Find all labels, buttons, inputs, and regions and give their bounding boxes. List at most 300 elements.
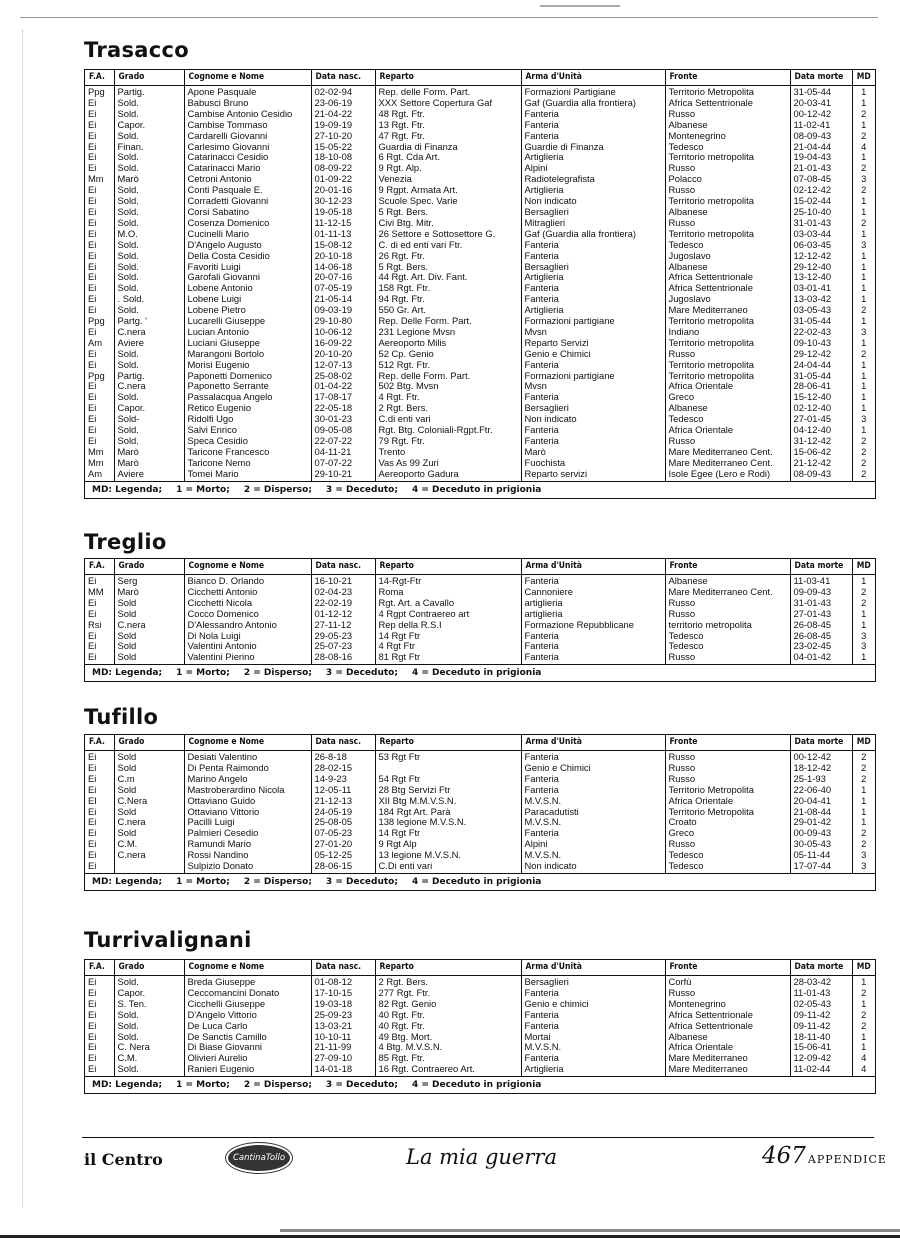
bottom-scan-band (280, 1229, 900, 1232)
cell-nome: Corradetti Giovanni (184, 196, 311, 207)
cell-fronte: Territorio metropolita (665, 338, 790, 349)
cell-nome: Valentini Antonio (184, 641, 311, 652)
cell-fronte: Tedesco (665, 850, 790, 861)
table-row (85, 294, 875, 305)
cell-nome: Catarinacci Mario (184, 163, 311, 174)
cell-md: 3 (861, 850, 867, 861)
table-row (85, 436, 875, 447)
table-row (85, 381, 875, 392)
md-legend (85, 664, 875, 681)
table-row (85, 207, 875, 218)
cell-nasc: 19-03-18 (311, 999, 375, 1010)
cell-nasc: 22-07-22 (311, 436, 375, 447)
cell-reparto: 81 Rgt Ftr (375, 652, 521, 664)
cell-morte: 03-05-43 (790, 305, 852, 316)
cell-nome: D'Angelo Augusto (184, 240, 311, 251)
cell-nome: Conti Pasquale E. (184, 185, 311, 196)
column-header-md: MD (852, 735, 875, 751)
cell-nasc: 22-02-19 (311, 598, 375, 609)
column-header-arma: Arma d'Unità (521, 735, 665, 751)
cell-morte: 00-09-43 (790, 828, 852, 839)
cell-nasc: 21-11-99 (311, 1042, 375, 1053)
cell-md: 3 (861, 861, 867, 872)
cell-arma: Reparto servizi (521, 469, 665, 481)
cell-nome: Breda Giuseppe (184, 976, 311, 988)
table-row (85, 272, 875, 283)
table-row (85, 1042, 875, 1053)
cell-md: 1 (861, 619, 867, 630)
cell-grado: C.nera (114, 850, 184, 861)
cell-grado: Partig. (114, 371, 184, 382)
cell-fa: Am (85, 469, 114, 481)
cell-fa: Ei (85, 575, 114, 587)
cell-nasc: 25-08-05 (311, 817, 375, 828)
cell-reparto: 13 legione M.V.S.N. (375, 850, 521, 861)
cell-fronte: Territorio Metropolita (665, 807, 790, 818)
table-row (85, 641, 875, 652)
cell-nasc: 28-08-16 (311, 652, 375, 664)
cell-morte: 31-01-43 (790, 218, 852, 229)
column-header-nome: Cognome e Nome (184, 70, 311, 86)
cell-fa: Ei (85, 392, 114, 403)
cell-morte: 03-01-41 (790, 283, 852, 294)
cell-nasc: 23-06-19 (311, 98, 375, 109)
cell-fronte: Jugoslavo (665, 294, 790, 305)
cell-reparto: Rgt. Btg. Coloniali-Rgpt.Ftr. (375, 425, 521, 436)
section-table-box (84, 558, 876, 682)
cell-nome: Luciani Giuseppe (184, 338, 311, 349)
cell-grado: Sold. (114, 131, 184, 142)
cell-md: 1 (861, 196, 867, 207)
cell-md: 1 (861, 283, 867, 294)
cell-grado: S. Ten. (114, 999, 184, 1010)
cell-reparto: 44 Rgt. Art. Div. Fant. (375, 272, 521, 283)
legend-item: 1 = Morto; (176, 668, 230, 679)
cell-fronte: Indiano (665, 327, 790, 338)
cell-fa: Ei (85, 774, 114, 785)
cell-nasc: 21-12-13 (311, 796, 375, 807)
legend-item: MD: Legenda; (92, 668, 163, 679)
cell-arma: Fanteria (521, 785, 665, 796)
publisher-name: il Centro (84, 1150, 163, 1169)
cell-nasc: 10-10-11 (311, 1032, 375, 1043)
cell-md: 1 (861, 272, 867, 283)
column-header-nasc: Data nasc. (311, 559, 375, 575)
cell-grado: Sold (114, 807, 184, 818)
cell-fronte: Tedesco (665, 240, 790, 251)
table-row (85, 999, 875, 1010)
cell-grado: Sold (114, 828, 184, 839)
legend-item: 1 = Morto; (176, 484, 230, 495)
cell-arma: Guardie di Finanza (521, 142, 665, 153)
cell-reparto: Rep. Delle Form. Part. (375, 316, 521, 327)
cell-nome: Favoriti Luigi (184, 262, 311, 273)
cell-reparto: 54 Rgt Ftr (375, 774, 521, 785)
table-row (85, 109, 875, 120)
cell-grado: Sold. (114, 1064, 184, 1076)
cell-nasc: 07-05-19 (311, 283, 375, 294)
column-header-morte: Data morte (790, 735, 852, 751)
section-table-box (84, 69, 876, 499)
cell-nasc: 29-10-80 (311, 316, 375, 327)
column-header-fa: F.A. (85, 735, 114, 751)
cell-arma: Fanteria (521, 641, 665, 652)
cell-reparto: Trento (375, 447, 521, 458)
cell-fa: Ei (85, 163, 114, 174)
footer-rule (82, 1137, 874, 1138)
cell-nome: D'Angelo Vittorio (184, 1010, 311, 1021)
cell-morte: 17-07-44 (790, 861, 852, 873)
cell-nome: Ceccomancini Donato (184, 988, 311, 999)
column-header-nasc: Data nasc. (311, 735, 375, 751)
top-scan-mark (540, 0, 620, 7)
cell-morte: 11-02-44 (790, 1064, 852, 1076)
cell-nome: Lobene Luigi (184, 294, 311, 305)
cell-grado: Sold. (114, 1021, 184, 1032)
cell-fronte: Africa Orientale (665, 425, 790, 436)
cell-md: 1 (861, 261, 867, 272)
column-header-fa: F.A. (85, 960, 114, 976)
cell-reparto: 2 Rgt. Bers. (375, 403, 521, 414)
cell-grado: Serg (114, 575, 184, 587)
legend-item: MD: Legenda; (92, 1080, 163, 1091)
cell-nasc: 22-05-18 (311, 403, 375, 414)
cell-nasc: 11-12-15 (311, 218, 375, 229)
table-row (85, 447, 875, 458)
cell-morte: 31-12-42 (790, 436, 852, 447)
table-row (85, 1010, 875, 1021)
column-header-fa: F.A. (85, 559, 114, 575)
cell-md: 3 (861, 641, 867, 652)
cell-fa: Am (85, 338, 114, 349)
cell-fronte: Africa Orientale (665, 381, 790, 392)
cell-reparto: 94 Rgt. Ftr. (375, 294, 521, 305)
cell-arma: Alpini (521, 839, 665, 850)
cell-fa: Ei (85, 349, 114, 360)
cell-fronte: Africa Orientale (665, 796, 790, 807)
table-row (85, 1032, 875, 1043)
cell-nome: Sulpizio Donato (184, 861, 311, 873)
table-row (85, 469, 875, 481)
cell-nome: Marino Angelo (184, 774, 311, 785)
cell-fa: Ppg (85, 371, 114, 382)
cell-reparto: Venezia (375, 174, 521, 185)
cell-fa: Ei (85, 142, 114, 153)
cell-fa: Ei (85, 131, 114, 142)
cell-morte: 21-08-44 (790, 807, 852, 818)
cell-arma: Artiglieria (521, 185, 665, 196)
cell-fronte: Territorio metropolita (665, 196, 790, 207)
cell-morte: 29-12-42 (790, 349, 852, 360)
cell-grado: Marò (114, 587, 184, 598)
cell-nasc: 16-09-22 (311, 338, 375, 349)
cell-grado: Sold (114, 598, 184, 609)
section-table-box (84, 959, 876, 1094)
cell-fronte: Russo (665, 988, 790, 999)
cell-grado: Sold. (114, 207, 184, 218)
table-row (85, 839, 875, 850)
cell-reparto: 13 Rgt. Ftr. (375, 120, 521, 131)
cell-grado: Capor. (114, 988, 184, 999)
cell-md: 1 (861, 294, 867, 305)
cell-arma: M.V.S.N. (521, 1042, 665, 1053)
cell-nome: Cetroni Antonio (184, 174, 311, 185)
cell-arma: Radiotelegrafista (521, 174, 665, 185)
cell-md: 2 (861, 185, 867, 196)
cell-reparto: 158 Rgt. Ftr. (375, 283, 521, 294)
cell-grado: Sold. (114, 262, 184, 273)
cell-nome: Apone Pasquale (184, 86, 311, 98)
cell-nasc: 14-01-18 (311, 1064, 375, 1076)
cell-grado: Sold. (114, 218, 184, 229)
cell-nome: Cambise Antonio Cesidio (184, 109, 311, 120)
table-row (85, 807, 875, 818)
cell-nasc: 17-08-17 (311, 392, 375, 403)
cell-morte: 21-04-44 (790, 142, 852, 153)
column-header-arma: Arma d'Unità (521, 70, 665, 86)
cell-arma: artiglieria (521, 598, 665, 609)
legend-item: 3 = Deceduto; (325, 484, 398, 495)
cell-morte: 15-02-44 (790, 196, 852, 207)
legend-item: 4 = Deceduto in prigionia (411, 668, 542, 679)
cell-nasc: 01-09-22 (311, 174, 375, 185)
cell-arma: Fanteria (521, 1010, 665, 1021)
cell-grado: Sold. (114, 305, 184, 316)
table-row (85, 1064, 875, 1076)
cell-md: 1 (861, 608, 867, 619)
cell-arma: Fanteria (521, 109, 665, 120)
cell-reparto: Rep. delle Form. Part. (375, 86, 521, 98)
cell-morte: 02-05-43 (790, 999, 852, 1010)
cell-md: 1 (861, 337, 867, 348)
cell-morte: 03-03-44 (790, 229, 852, 240)
cell-nasc: 01-08-12 (311, 976, 375, 988)
cell-md: 1 (861, 152, 867, 163)
cell-arma: Formazioni partigiane (521, 371, 665, 382)
cell-arma: Bersaglieri (521, 207, 665, 218)
cell-nome: Palmieri Cesedio (184, 828, 311, 839)
column-header-arma: Arma d'Unità (521, 559, 665, 575)
cell-fronte: Montenegrino (665, 999, 790, 1010)
column-header-nasc: Data nasc. (311, 70, 375, 86)
cell-md: 2 (861, 773, 867, 784)
cell-fronte: Territorio metropolita (665, 360, 790, 371)
cell-md: 1 (861, 392, 867, 403)
cell-morte: 30-05-43 (790, 839, 852, 850)
cell-grado: C.m (114, 774, 184, 785)
cell-fa: Ei (85, 1053, 114, 1064)
table-row (85, 327, 875, 338)
cell-fa: Ei (85, 976, 114, 988)
table-row (85, 976, 875, 988)
cell-nasc: 08-09-22 (311, 163, 375, 174)
table-header-row (85, 960, 875, 976)
column-header-fa: F.A. (85, 70, 114, 86)
table-row (85, 152, 875, 163)
cell-morte: 09-11-42 (790, 1010, 852, 1021)
cell-morte: 25-1-93 (790, 774, 852, 785)
cell-nome: Morisi Eugenio (184, 360, 311, 371)
cell-arma: Gaf (Guardia alla frontiera) (521, 98, 665, 109)
cell-nome: Pacilli Luigi (184, 817, 311, 828)
cell-md: 1 (861, 784, 867, 795)
cell-nasc: 27-11-12 (311, 620, 375, 631)
cell-fronte: Tedesco (665, 861, 790, 873)
cell-md: 3 (861, 630, 867, 641)
cell-fronte: Tedesco (665, 641, 790, 652)
cell-grado: Sold. (114, 109, 184, 120)
cell-nome: Bianco D. Orlando (184, 575, 311, 587)
column-header-nasc: Data nasc. (311, 960, 375, 976)
cell-morte: 09-11-42 (790, 1021, 852, 1032)
cell-grado: Sold. (114, 1010, 184, 1021)
cell-grado: Sold. (114, 98, 184, 109)
cell-nasc: 07-05-23 (311, 828, 375, 839)
cell-arma: Alpini (521, 163, 665, 174)
cell-arma: Fanteria (521, 240, 665, 251)
cell-reparto: Aereoporto Gadura (375, 469, 521, 481)
cell-fronte: Mare Mediterraneo (665, 305, 790, 316)
casualty-table (85, 559, 875, 664)
cell-md: 1 (861, 806, 867, 817)
table-row (85, 751, 875, 763)
cell-md: 1 (861, 575, 867, 586)
cell-nome: Cosenza Domenico (184, 218, 311, 229)
cell-morte: 11-01-43 (790, 988, 852, 999)
cell-fronte: Africa Settentrionale (665, 283, 790, 294)
legend-item: 3 = Deceduto; (325, 1080, 398, 1091)
cell-md: 1 (861, 403, 867, 414)
cell-fronte: Russo (665, 839, 790, 850)
column-header-fronte: Fronte (665, 559, 790, 575)
cell-fa: Ei (85, 381, 114, 392)
table-row (85, 861, 875, 873)
cell-nasc: 26-8-18 (311, 751, 375, 763)
cell-fronte: Russo (665, 349, 790, 360)
cell-nome: Di Biase Giovanni (184, 1042, 311, 1053)
cell-reparto: 4 Rgpt Contraereo art (375, 609, 521, 620)
cell-fa: Ei (85, 988, 114, 999)
cell-reparto: 85 Rgt. Ftr. (375, 1053, 521, 1064)
cell-nome: Cardarelli Giovanni (184, 131, 311, 142)
column-header-md: MD (852, 559, 875, 575)
table-row (85, 425, 875, 436)
cell-arma: M.V.S.N. (521, 796, 665, 807)
column-header-reparto: Reparto (375, 735, 521, 751)
cell-nasc: 30-01-23 (311, 414, 375, 425)
cell-nasc: 01-04-22 (311, 381, 375, 392)
cell-arma: Fanteria (521, 436, 665, 447)
cell-md: 2 (861, 217, 867, 228)
cell-nome: Lucarelli Giuseppe (184, 316, 311, 327)
table-row (85, 251, 875, 262)
cell-nasc: 09-03-19 (311, 305, 375, 316)
cell-nasc: 17-10-15 (311, 988, 375, 999)
cell-reparto: 82 Rgt. Genio (375, 999, 521, 1010)
cell-nasc: 13-03-21 (311, 1021, 375, 1032)
cell-md: 1 (861, 86, 867, 97)
legend-item: 3 = Deceduto; (325, 876, 398, 887)
cell-arma: Mvsn (521, 381, 665, 392)
md-legend (85, 1076, 875, 1093)
table-header-row (85, 70, 875, 86)
cell-nasc: 21-05-14 (311, 294, 375, 305)
cell-nome: Olivieri Aurelio (184, 1053, 311, 1064)
cell-grado: Marò (114, 174, 184, 185)
cell-fa: Ei (85, 828, 114, 839)
cell-md: 2 (861, 163, 867, 174)
cell-morte: 31-05-44 (790, 316, 852, 327)
cell-md: 2 (861, 468, 867, 479)
cell-reparto: 4 Rgt Ftr (375, 641, 521, 652)
cell-morte: 31-05-44 (790, 371, 852, 382)
cell-arma: Fuochista (521, 458, 665, 469)
cell-fa: Ei (85, 785, 114, 796)
cell-nasc: 07-07-22 (311, 458, 375, 469)
cell-fronte: Africa Settentrionale (665, 1021, 790, 1032)
cell-nome: Desiati Valentino (184, 751, 311, 763)
cell-fronte: Russo (665, 109, 790, 120)
cell-md: 2 (861, 108, 867, 119)
cell-nasc: 01-12-12 (311, 609, 375, 620)
cell-grado: C.nera (114, 817, 184, 828)
cell-nome: Taricone Nemo (184, 458, 311, 469)
cell-reparto: 6 Rgt. Cda Art. (375, 152, 521, 163)
cell-nome: Ottaviano Vittorio (184, 807, 311, 818)
cell-nome: Paponetti Domenico (184, 371, 311, 382)
cell-fa: Ei (85, 240, 114, 251)
legend-item: 1 = Morto; (176, 1080, 230, 1091)
cell-nasc: 25-07-23 (311, 641, 375, 652)
cell-morte: 27-01-45 (790, 414, 852, 425)
page-number (762, 1143, 887, 1169)
cell-fa: Ei (85, 999, 114, 1010)
cell-fa: Ei (85, 360, 114, 371)
cell-arma: Fanteria (521, 988, 665, 999)
cell-nasc: 16-10-21 (311, 575, 375, 587)
cell-morte: 24-04-44 (790, 360, 852, 371)
cell-nome: Cicchetti Nicola (184, 598, 311, 609)
cell-morte: 22-06-40 (790, 785, 852, 796)
cell-nasc: 14-9-23 (311, 774, 375, 785)
table-row (85, 763, 875, 774)
cell-nasc: 04-11-21 (311, 447, 375, 458)
cell-fa: Ei (85, 598, 114, 609)
cell-md: 1 (861, 370, 867, 381)
cell-arma: Marò (521, 447, 665, 458)
cell-md: 1 (861, 250, 867, 261)
cell-fronte: Russo (665, 652, 790, 664)
cell-nome: Carlesimo Giovanni (184, 142, 311, 153)
cell-reparto: 138 legione M.V.S.N. (375, 817, 521, 828)
cell-grado: Partig. (114, 86, 184, 98)
cell-grado: Sold. (114, 1032, 184, 1043)
cell-morte: 15-06-41 (790, 1042, 852, 1053)
cell-morte: 09-10-43 (790, 338, 852, 349)
cell-md: 3 (861, 326, 867, 337)
cell-fa: Ei (85, 817, 114, 828)
table-row (85, 142, 875, 153)
cell-fa: Ei (85, 185, 114, 196)
cell-reparto: Guardia di Finanza (375, 142, 521, 153)
cell-nome: Mastroberardino Nicola (184, 785, 311, 796)
cell-arma: Formazione Repubblicane (521, 620, 665, 631)
cell-reparto: Rep della R.S.I (375, 620, 521, 631)
cell-fronte: Russo (665, 774, 790, 785)
cell-arma: Artiglieria (521, 152, 665, 163)
casualty-table (85, 735, 875, 873)
cell-morte: 08-09-43 (790, 131, 852, 142)
